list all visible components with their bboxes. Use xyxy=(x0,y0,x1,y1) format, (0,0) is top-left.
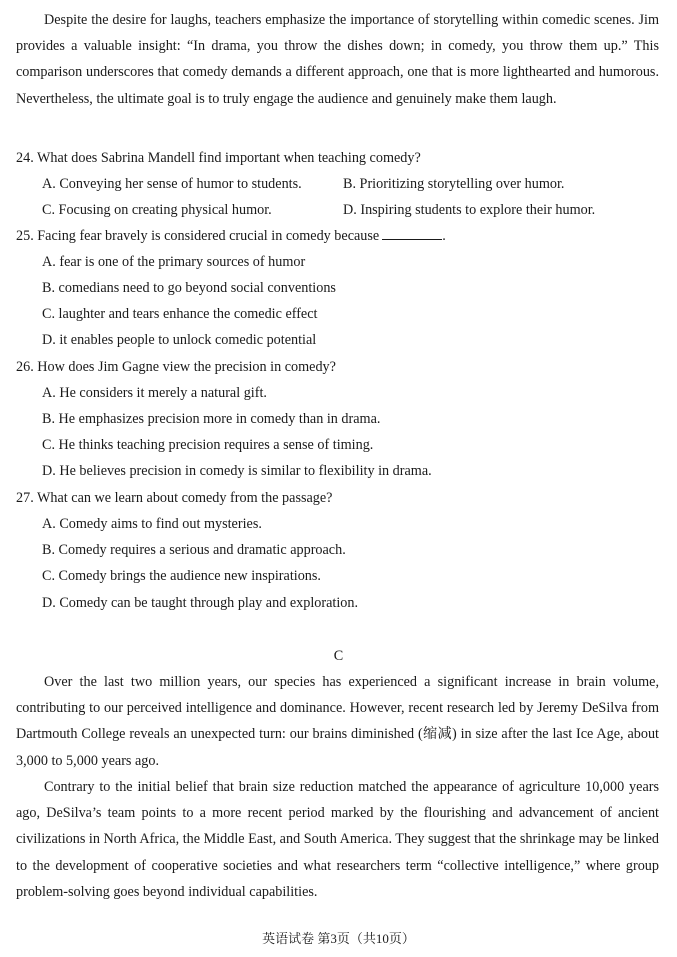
question-27-option-c: C. Comedy brings the audience new inspirations. xyxy=(42,568,321,584)
question-27-stem: 27. What can we learn about comedy from the passage? xyxy=(16,490,333,506)
question-26-option-c: C. He thinks teaching precision requires a sense of timing. xyxy=(42,437,374,453)
question-25-stem-end: . xyxy=(442,228,446,244)
section-c-paragraph-1: Over the last two million years, our species has experienced a significant increase in brain volume, contributing to our perceived intelligence and dominance. However, recent research led by Jeremy DeSilva from Dartmouth College reveals an unexpected turn: our brains diminished (缩减) in size after the last Ice Age, about 3,000 to 5,000 years ago. xyxy=(16,674,659,769)
question-26-option-a: A. He considers it merely a natural gift. xyxy=(42,385,267,401)
question-25-option-a: A. fear is one of the primary sources of humor xyxy=(42,254,306,270)
section-c-heading: C xyxy=(333,648,344,664)
question-27-option-a: A. Comedy aims to find out mysteries. xyxy=(42,516,262,532)
answer-blank xyxy=(382,225,442,240)
section-c-paragraph-2: Contrary to the initial belief that brain size reduction matched the appearance of agriculture 10,000 years ago, DeSilva’s team points to a more recent period marked by the flourishing and advancement of ancient civilizations in North Africa, the Middle East, and South America. They suggest that the shrinkage may be linked to the development of cooperative societies and what researchers term “collective intelligence,” where group problem-solving goes beyond individual capabilities. xyxy=(16,779,659,900)
question-24-option-a: A. Conveying her sense of humor to students. xyxy=(42,176,302,192)
question-25-stem-text: 25. Facing fear bravely is considered crucial in comedy because xyxy=(16,228,380,244)
question-26-stem: 26. How does Jim Gagne view the precision in comedy? xyxy=(16,359,336,375)
passage-b-closing-paragraph: Despite the desire for laughs, teachers emphasize the importance of storytelling within comedic scenes. Jim provides a valuable insight: “In drama, you throw the dishes down; in comedy, you throw them up.” This comparison underscores that comedy demands a different approach, one that is more lighthearted and humorous. Nevertheless, the ultimate goal is to truly engage the audience and genuinely make them laugh. xyxy=(16,12,659,107)
question-24-option-c: C. Focusing on creating physical humor. xyxy=(42,202,272,218)
page-footer: 英语试卷 第3页（共10页） xyxy=(262,931,415,946)
question-25-stem xyxy=(16,223,661,249)
question-24-option-b: B. Prioritizing storytelling over humor. xyxy=(343,176,565,192)
question-27-option-b: B. Comedy requires a serious and dramatic approach. xyxy=(42,542,346,558)
question-25-option-c: C. laughter and tears enhance the comedic effect xyxy=(42,306,318,322)
question-24-stem: 24. What does Sabrina Mandell find important when teaching comedy? xyxy=(16,150,421,166)
question-26-option-b: B. He emphasizes precision more in comedy than in drama. xyxy=(42,411,381,427)
question-27-option-d: D. Comedy can be taught through play and exploration. xyxy=(42,595,358,611)
question-26-option-d: D. He believes precision in comedy is similar to flexibility in drama. xyxy=(42,463,432,479)
question-25-option-b: B. comedians need to go beyond social conventions xyxy=(42,280,336,296)
question-25-option-d: D. it enables people to unlock comedic potential xyxy=(42,332,317,348)
question-24-option-d: D. Inspiring students to explore their humor. xyxy=(343,202,596,218)
